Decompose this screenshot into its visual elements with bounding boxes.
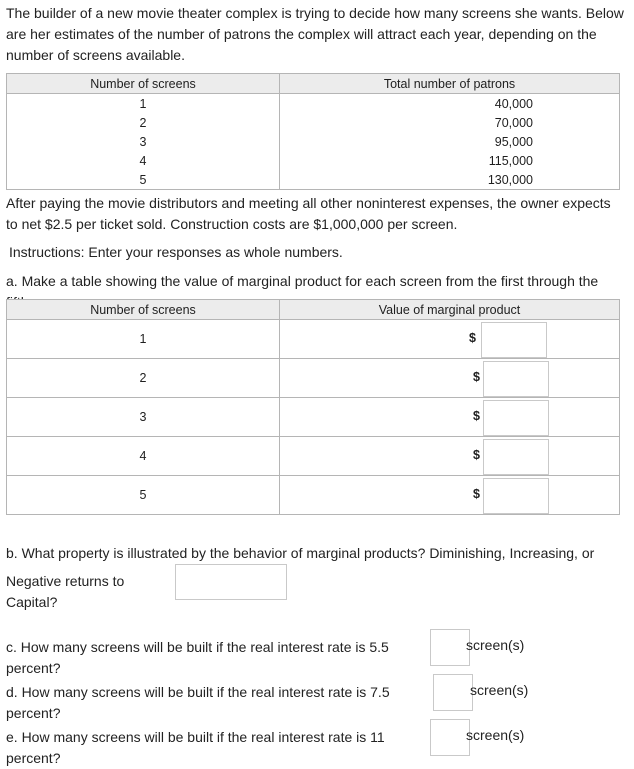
patrons-cell: 130,000	[280, 170, 620, 190]
table-row	[7, 170, 620, 190]
question-a-text: a. Make a table showing the value of marginal product for each screen from the first through the	[6, 273, 599, 289]
dollar-sign: $	[469, 331, 476, 345]
patrons-table	[6, 73, 620, 190]
vmp-input-screen-4[interactable]	[483, 439, 549, 475]
patrons-cell: 70,000	[280, 113, 620, 132]
table-row	[7, 320, 620, 359]
unit-label-e: screen(s)	[466, 727, 525, 743]
unit-label-c: screen(s)	[466, 637, 525, 653]
header-total-patrons: Total number of patrons	[280, 74, 620, 94]
marginal-product-table	[6, 299, 620, 515]
screens-cell: 3	[7, 132, 280, 151]
dollar-sign: $	[473, 448, 480, 462]
table-row	[7, 151, 620, 170]
value-cell	[280, 359, 620, 398]
screens-at-5-5-percent-input[interactable]	[430, 629, 470, 666]
unit-label-d: screen(s)	[470, 682, 529, 698]
dollar-sign: $	[473, 487, 480, 501]
returns-to-capital-input[interactable]	[175, 564, 287, 600]
table-row	[7, 132, 620, 151]
vmp-input-screen-1[interactable]	[481, 322, 547, 358]
screens-at-7-5-percent-input[interactable]	[433, 674, 473, 711]
screens-cell: 4	[7, 437, 280, 476]
table-row	[7, 113, 620, 132]
table-row	[7, 359, 620, 398]
question-e-text: e. How many screens will be built if the real interest rate is 11 percent?	[6, 729, 385, 766]
patrons-cell: 95,000	[280, 132, 620, 151]
header-number-of-screens: Number of screens	[7, 74, 280, 94]
screens-at-11-percent-input[interactable]	[430, 719, 470, 756]
value-cell	[280, 437, 620, 476]
patrons-cell: 40,000	[280, 94, 620, 114]
vmp-input-screen-5[interactable]	[483, 478, 549, 514]
screens-cell: 3	[7, 398, 280, 437]
question-c-text: c. How many screens will be built if the real interest rate is 5.5 percent?	[6, 639, 389, 676]
screens-cell: 1	[7, 94, 280, 114]
patrons-cell: 115,000	[280, 151, 620, 170]
instructions-text: Instructions: Enter your responses as whole numbers.	[9, 244, 343, 260]
value-cell	[280, 476, 620, 515]
screens-cell: 5	[7, 476, 280, 515]
vmp-input-screen-3[interactable]	[483, 400, 549, 436]
value-cell	[280, 398, 620, 437]
screens-cell: 1	[7, 320, 280, 359]
screens-cell: 4	[7, 151, 280, 170]
screens-cell: 5	[7, 170, 280, 190]
screens-cell: 2	[7, 359, 280, 398]
vmp-input-screen-2[interactable]	[483, 361, 549, 397]
header-number-of-screens: Number of screens	[7, 300, 280, 320]
table-row	[7, 437, 620, 476]
question-d-text: d. How many screens will be built if the real interest rate is 7.5 percent?	[6, 684, 390, 721]
table-row	[7, 94, 620, 114]
dollar-sign: $	[473, 370, 480, 384]
dollar-sign: $	[473, 409, 480, 423]
value-cell	[280, 320, 620, 359]
question-b-line1: b. What property is illustrated by the behavior of marginal products? Diminishing, Increasing, or	[6, 545, 595, 561]
table-row	[7, 476, 620, 515]
question-b-line2: Negative returns to Capital?	[6, 573, 125, 610]
header-value-of-marginal-product: Value of marginal product	[280, 300, 620, 320]
table-row	[7, 398, 620, 437]
intro-text: The builder of a new movie theater complex is trying to decide how many screens she wants. Below are her estimates of the number of patrons the complex will attract each year, depending on the number of screens available.	[6, 5, 624, 63]
screens-cell: 2	[7, 113, 280, 132]
costs-paragraph: After paying the movie distributors and meeting all other noninterest expenses, the owner expects to net $2.5 per ticket sold. Construction costs are $1,000,000 per screen.	[6, 195, 611, 232]
